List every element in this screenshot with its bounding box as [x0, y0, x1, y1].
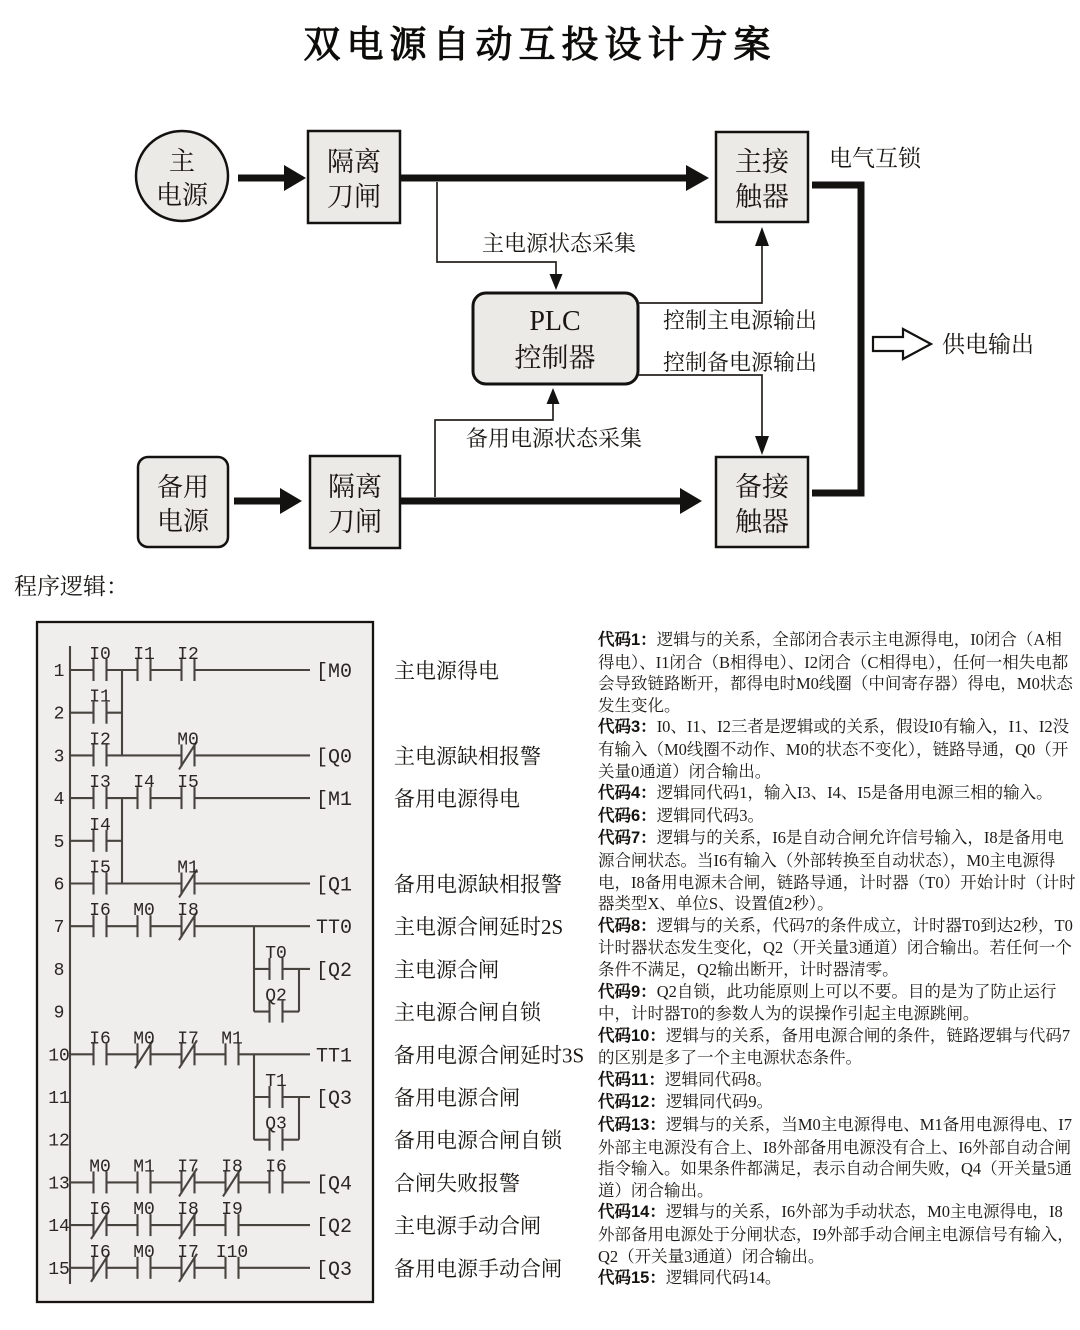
- contact-gap: [226, 1051, 239, 1057]
- contact-label: M0: [89, 1157, 111, 1178]
- note-text: 逻辑同代码14。: [665, 1268, 782, 1288]
- rung-description: 主电源合闸自锁: [394, 1000, 541, 1025]
- note-label: 代码15：: [598, 1269, 666, 1288]
- ctrl-backup-line: [638, 375, 769, 455]
- note-text: Q2自锁，此功能原则上可以不要。目的是为了防止运行中，计时器T0的参数人为的误操作引起主电源跳闸。: [598, 981, 1057, 1024]
- main-contactor-label-line1: 主接: [735, 147, 789, 177]
- note-paragraph: [598, 981, 1076, 1025]
- coil-label: [Q2: [316, 1216, 353, 1240]
- supply-output-label: 供电输出: [942, 332, 1034, 357]
- note-text: 逻辑与的关系，代码7的条件成立，计时器T0到达2秒，T0计时器状态发生变化，Q2（开关量3通道）闭合输出。若任何一个条件不满足，Q2输出断开，计时器清零。: [598, 915, 1073, 979]
- contact-label: I8: [221, 1157, 243, 1178]
- rung-number: 6: [53, 875, 65, 896]
- rung-number: 14: [48, 1217, 70, 1238]
- rung-description: 合闸失败报警: [394, 1171, 520, 1196]
- main-source-label-line1: 主: [168, 147, 196, 176]
- note-paragraph: [598, 629, 1076, 716]
- contact-gap: [94, 752, 107, 758]
- note-paragraph: [598, 716, 1076, 782]
- note-label: 代码9：: [598, 982, 657, 1001]
- note-label: 代码7：: [598, 829, 657, 848]
- rung-description: 备用电源合闸自锁: [394, 1128, 562, 1153]
- interlock-label: 电气互锁: [829, 146, 921, 171]
- backup-isolator-label-line2: 刀闸: [328, 507, 382, 537]
- contact-gap: [138, 1179, 151, 1185]
- interlock-bus-line: [812, 185, 861, 493]
- rung-description: 备用电源合闸: [394, 1086, 520, 1110]
- contact-label: I3: [89, 773, 111, 794]
- backup-isolator-node: [310, 456, 400, 548]
- contact-label: M0: [133, 1200, 155, 1221]
- rung-description: 备用电源合闸延时3S: [394, 1043, 585, 1068]
- contact-label: T0: [265, 943, 287, 964]
- ctrl-main-line: [638, 227, 769, 303]
- rung-number: 12: [48, 1131, 70, 1152]
- main-source-label-line2: 电源: [155, 181, 209, 210]
- note-label: 代码14：: [598, 1203, 666, 1222]
- contact-label: I2: [89, 730, 111, 751]
- plc-node: [473, 293, 638, 384]
- note-text: 逻辑与的关系，I6外部为手动状态，M0主电源得电，I8外部备用电源处于分闸状态，I9外部手动合闸主电源信号有输入，Q2（开关量3通道）闭合输出。: [598, 1202, 1074, 1266]
- contact-label: I2: [177, 645, 199, 665]
- backup-contactor-label-line1: 备接: [735, 472, 789, 502]
- contact-gap: [270, 1094, 283, 1100]
- rung-number: 4: [53, 790, 65, 811]
- rung-number: 13: [48, 1174, 70, 1195]
- note-text: I0、I1、I2三者是逻辑或的关系，假设I0有输入，I1、I2没有输入（M0线圈不动作、M0的状态不变化），链路导通，Q0（开关量0通道）闭合输出。: [598, 717, 1070, 781]
- note-label: 代码4：: [598, 784, 657, 803]
- coil-label: [Q3: [316, 1258, 353, 1282]
- coil-label: [Q4: [316, 1173, 353, 1197]
- note-text: 逻辑同代码1，输入I3、I4、I5是备用电源三相的输入。: [656, 783, 1053, 803]
- contact-label: I4: [133, 773, 155, 794]
- contact-label: M1: [133, 1157, 155, 1178]
- coil-label: [Q1: [316, 874, 353, 898]
- backup-status-label: 备用电源状态采集: [466, 426, 643, 451]
- contact-label: I6: [89, 901, 111, 922]
- backup-source-label-line1: 备用: [156, 473, 210, 502]
- contact-label: Q3: [265, 1114, 287, 1135]
- contact-label: M1: [177, 858, 199, 879]
- note-paragraph: [598, 805, 1076, 828]
- contact-label: M0: [133, 901, 155, 922]
- rung-description: 主电源缺相报警: [394, 744, 541, 769]
- note-text: 逻辑同代码3。: [656, 805, 764, 825]
- note-paragraph: [598, 1201, 1076, 1267]
- contact-gap: [182, 795, 195, 801]
- coil-label: [Q2: [316, 959, 353, 983]
- contact-label: I6: [89, 1242, 111, 1263]
- contact-label: M1: [221, 1029, 243, 1050]
- contact-gap: [94, 1179, 107, 1185]
- contact-gap: [270, 1137, 283, 1143]
- contact-label: I6: [89, 1029, 111, 1050]
- main-status-label: 主电源状态采集: [482, 231, 637, 256]
- notes-column: [598, 629, 1076, 1290]
- rung-number: 9: [53, 1003, 65, 1024]
- plc-label-line1: PLC: [529, 306, 581, 337]
- note-text: 逻辑与的关系，当M0主电源得电、M1备用电源得电、I7外部主电源没有合上、I8外部备用电源没有合上、I6外部自动合闸指令输入。如果条件都满足，表示自动合闸失败，Q4（开关量5通道）闭合输出。: [598, 1115, 1072, 1200]
- contact-gap: [94, 795, 107, 801]
- flow-arrow-main-1: [238, 165, 306, 191]
- coil-label: TT1: [316, 1045, 353, 1069]
- note-text: 逻辑同代码9。: [665, 1092, 774, 1112]
- note-text: 逻辑与的关系，全部闭合表示主电源得电，I0闭合（A相得电）、I1闭合（B相得电）、I2闭合（C相得电），任何一相失电都会导致链路断开，都得电时M0线圈（中间寄存器）得电，M0状态发生变化。: [598, 630, 1073, 715]
- contact-label: M0: [177, 730, 199, 751]
- contact-gap: [94, 710, 107, 716]
- contact-label: M0: [133, 1029, 155, 1050]
- contact-gap: [270, 966, 283, 972]
- note-label: 代码1：: [598, 631, 657, 649]
- plc-label-line2: 控制器: [514, 343, 596, 373]
- coil-label: [M0: [316, 661, 353, 684]
- flow-arrow-backup-2: [400, 488, 702, 514]
- contact-gap: [270, 1179, 283, 1185]
- rung-number: 15: [48, 1259, 70, 1280]
- backup-source-node: [138, 457, 228, 547]
- main-contactor-node: [716, 132, 808, 222]
- contact-label: I7: [177, 1242, 199, 1263]
- contact-gap: [94, 923, 107, 929]
- note-label: 代码3：: [598, 718, 657, 737]
- rung-description: 主电源合闸: [394, 957, 499, 982]
- contact-gap: [94, 838, 107, 844]
- note-label: 代码6：: [598, 806, 657, 825]
- contact-gap: [138, 1222, 151, 1228]
- note-label: 代码10：: [598, 1026, 666, 1045]
- contact-label: I10: [215, 1242, 249, 1263]
- note-text: 逻辑与的关系，备用电源合闸的条件，链路逻辑与代码7的区别是多了一个主电源状态条件。: [598, 1025, 1071, 1068]
- note-label: 代码8：: [598, 916, 657, 935]
- flow-arrow-backup-1: [234, 488, 302, 514]
- coil-label: [Q3: [316, 1088, 353, 1111]
- note-text: 逻辑同代码8。: [664, 1069, 773, 1089]
- contact-label: I9: [221, 1200, 243, 1221]
- contact-gap: [94, 881, 107, 887]
- contact-label: I7: [177, 1157, 199, 1178]
- backup-contactor-label-line2: 触器: [735, 507, 789, 537]
- main-isolator-label-line2: 刀闸: [327, 182, 381, 212]
- ctrl-backup-label: 控制备电源输出: [663, 350, 818, 375]
- rung-description: 主电源合闸延时2S: [394, 915, 564, 940]
- rung-description: 主电源手动合闸: [394, 1214, 541, 1239]
- note-paragraph: [598, 827, 1076, 914]
- backup-contactor-node: [716, 457, 808, 547]
- ctrl-main-label: 控制主电源输出: [663, 308, 818, 333]
- contact-label: I7: [177, 1029, 199, 1050]
- contact-gap: [138, 923, 151, 929]
- coil-label: [M1: [316, 789, 353, 813]
- rung-number: 3: [53, 747, 65, 768]
- rung-description: 备用电源得电: [394, 787, 520, 812]
- note-label: 代码11：: [598, 1070, 665, 1089]
- note-paragraph: [598, 1091, 1076, 1114]
- contact-gap: [226, 1222, 239, 1228]
- contact-label: Q2: [265, 986, 287, 1007]
- contact-gap: [182, 667, 195, 673]
- contact-label: I6: [89, 1200, 111, 1221]
- rung-description: 备用电源缺相报警: [394, 872, 562, 897]
- note-paragraph: [598, 1069, 1076, 1092]
- rung-description: 主电源得电: [394, 659, 499, 683]
- contact-label: I1: [89, 687, 111, 708]
- note-paragraph: [598, 1267, 1076, 1290]
- contact-gap: [226, 1265, 239, 1271]
- main-isolator-node: [308, 131, 400, 223]
- page-title: 双电源自动互投设计方案: [303, 24, 777, 65]
- main-source-node: [136, 131, 228, 221]
- contact-gap: [138, 667, 151, 673]
- coil-label: TT0: [316, 917, 353, 941]
- backup-isolator-label-line1: 隔离: [328, 472, 382, 502]
- supply-output-arrow-icon: [873, 329, 931, 359]
- rung-number: 7: [53, 918, 65, 939]
- contact-gap: [94, 667, 107, 673]
- rung-number: 1: [53, 662, 65, 682]
- rung-number: 5: [53, 832, 65, 853]
- main-contactor-label-line2: 触器: [735, 182, 789, 212]
- contact-gap: [138, 1265, 151, 1271]
- contact-label: I8: [177, 901, 199, 922]
- contact-label: I5: [89, 858, 111, 879]
- rung-description: 备用电源手动合闸: [394, 1256, 562, 1281]
- rung-number: 10: [48, 1046, 70, 1067]
- contact-label: I0: [89, 645, 111, 665]
- contact-label: I5: [177, 773, 199, 794]
- note-text: 逻辑与的关系，I6是自动合闸允许信号输入，I8是备用电源合闸状态。当I6有输入（外部转换至自动状态），M0主电源得电，I8备用电源未合闸，链路导通，计时器（T0）开始计时（计时器类型X、单位S、设置值2秒）。: [598, 828, 1076, 914]
- contact-label: I6: [265, 1157, 287, 1178]
- contact-label: I8: [177, 1200, 199, 1221]
- backup-source-label-line2: 电源: [156, 507, 210, 536]
- note-paragraph: [598, 782, 1076, 805]
- contact-gap: [138, 795, 151, 801]
- contact-label: T1: [265, 1072, 287, 1092]
- contact-gap: [270, 1009, 283, 1015]
- contact-label: M0: [133, 1242, 155, 1263]
- flow-arrow-main-2: [400, 165, 709, 191]
- ladder-diagram: [37, 622, 584, 1302]
- rung-number: 8: [53, 960, 65, 981]
- rung-number: 11: [48, 1089, 70, 1109]
- note-label: 代码13：: [598, 1116, 666, 1135]
- main-isolator-label-line1: 隔离: [327, 147, 381, 177]
- contact-gap: [94, 1051, 107, 1057]
- note-paragraph: [598, 915, 1076, 981]
- note-label: 代码12：: [598, 1093, 666, 1112]
- contact-label: I1: [133, 645, 155, 665]
- note-paragraph: [598, 1114, 1076, 1201]
- rung-number: 2: [53, 704, 65, 725]
- coil-label: [Q0: [316, 746, 353, 770]
- note-paragraph: [598, 1025, 1076, 1069]
- section-label: 程序逻辑：: [14, 574, 129, 599]
- contact-label: I4: [89, 815, 111, 836]
